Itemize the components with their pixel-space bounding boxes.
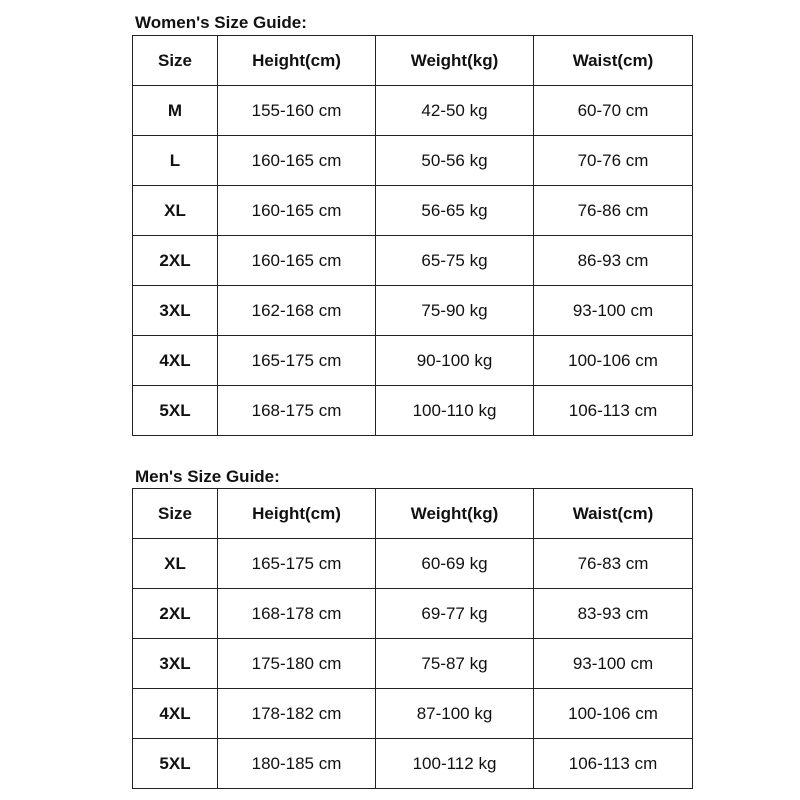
height-cell: 180-185 cm <box>218 739 376 789</box>
table-row <box>133 689 693 739</box>
table-row <box>133 86 693 136</box>
table-row <box>133 286 693 336</box>
waist-cell: 100-106 cm <box>534 689 693 739</box>
weight-cell: 100-110 kg <box>376 386 534 436</box>
men-size-table <box>132 488 693 789</box>
size-cell: M <box>133 86 218 136</box>
table-header-row <box>133 36 693 86</box>
header-height: Height(cm) <box>218 36 376 86</box>
waist-cell: 76-86 cm <box>534 186 693 236</box>
weight-cell: 60-69 kg <box>376 539 534 589</box>
men-size-guide-title: Men's Size Guide: <box>135 467 280 486</box>
waist-cell: 93-100 cm <box>534 639 693 689</box>
waist-cell: 106-113 cm <box>534 739 693 789</box>
weight-cell: 69-77 kg <box>376 589 534 639</box>
table-row <box>133 136 693 186</box>
table-row <box>133 589 693 639</box>
size-cell: 4XL <box>133 336 218 386</box>
waist-cell: 100-106 cm <box>534 336 693 386</box>
women-size-table <box>132 35 693 436</box>
weight-cell: 65-75 kg <box>376 236 534 286</box>
size-cell: XL <box>133 539 218 589</box>
header-height: Height(cm) <box>218 489 376 539</box>
size-cell: 5XL <box>133 386 218 436</box>
table-header-row <box>133 489 693 539</box>
table-row <box>133 236 693 286</box>
table-row <box>133 386 693 436</box>
weight-cell: 100-112 kg <box>376 739 534 789</box>
table-row <box>133 539 693 589</box>
size-cell: 3XL <box>133 639 218 689</box>
height-cell: 168-175 cm <box>218 386 376 436</box>
table-row <box>133 336 693 386</box>
size-cell: 5XL <box>133 739 218 789</box>
height-cell: 160-165 cm <box>218 236 376 286</box>
header-size: Size <box>133 36 218 86</box>
table-row <box>133 639 693 689</box>
waist-cell: 70-76 cm <box>534 136 693 186</box>
size-cell: L <box>133 136 218 186</box>
header-size: Size <box>133 489 218 539</box>
header-weight: Weight(kg) <box>376 489 534 539</box>
height-cell: 162-168 cm <box>218 286 376 336</box>
weight-cell: 75-90 kg <box>376 286 534 336</box>
header-waist: Waist(cm) <box>534 36 693 86</box>
size-cell: 2XL <box>133 589 218 639</box>
height-cell: 175-180 cm <box>218 639 376 689</box>
weight-cell: 90-100 kg <box>376 336 534 386</box>
weight-cell: 87-100 kg <box>376 689 534 739</box>
height-cell: 160-165 cm <box>218 186 376 236</box>
size-cell: 2XL <box>133 236 218 286</box>
size-cell: 4XL <box>133 689 218 739</box>
weight-cell: 42-50 kg <box>376 86 534 136</box>
waist-cell: 106-113 cm <box>534 386 693 436</box>
weight-cell: 56-65 kg <box>376 186 534 236</box>
waist-cell: 60-70 cm <box>534 86 693 136</box>
women-size-guide-title: Women's Size Guide: <box>135 13 307 32</box>
height-cell: 160-165 cm <box>218 136 376 186</box>
height-cell: 155-160 cm <box>218 86 376 136</box>
table-row <box>133 186 693 236</box>
height-cell: 165-175 cm <box>218 539 376 589</box>
table-row <box>133 739 693 789</box>
height-cell: 168-178 cm <box>218 589 376 639</box>
waist-cell: 93-100 cm <box>534 286 693 336</box>
weight-cell: 75-87 kg <box>376 639 534 689</box>
weight-cell: 50-56 kg <box>376 136 534 186</box>
waist-cell: 83-93 cm <box>534 589 693 639</box>
header-waist: Waist(cm) <box>534 489 693 539</box>
waist-cell: 86-93 cm <box>534 236 693 286</box>
size-cell: 3XL <box>133 286 218 336</box>
waist-cell: 76-83 cm <box>534 539 693 589</box>
size-cell: XL <box>133 186 218 236</box>
header-weight: Weight(kg) <box>376 36 534 86</box>
height-cell: 178-182 cm <box>218 689 376 739</box>
height-cell: 165-175 cm <box>218 336 376 386</box>
